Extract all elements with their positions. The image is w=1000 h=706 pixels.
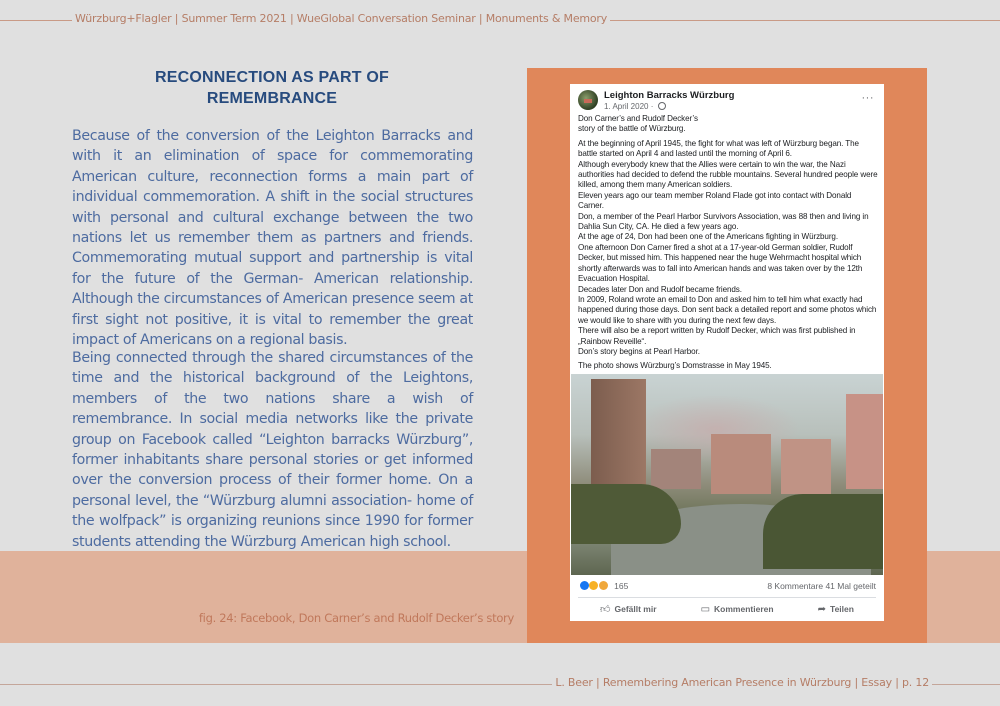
post-date-text: 1. April 2020 · — [604, 102, 654, 111]
photo-ruin — [651, 449, 701, 489]
wow-reaction-icon — [589, 581, 598, 590]
post-header — [578, 90, 876, 114]
more-options-button[interactable]: ··· — [861, 92, 874, 104]
comment-button[interactable] — [701, 604, 774, 615]
post-paragraph: Decades later Don and Rudolf became friends. — [578, 284, 742, 294]
post-photo[interactable] — [571, 374, 883, 575]
facebook-post — [570, 84, 884, 621]
share-button[interactable] — [818, 604, 854, 615]
figure-caption: fig. 24: Facebook, Don Carner’s and Rudolf Decker’s story — [198, 611, 514, 625]
photo-ruin — [846, 394, 883, 489]
post-actions — [578, 600, 876, 618]
reactions-summary[interactable] — [580, 581, 628, 591]
page-avatar[interactable] — [578, 90, 598, 110]
post-intro-line-1: Don Carner’s and Rudolf Decker’s — [578, 114, 698, 123]
post-paragraph: At the age of 24, Don had been one of the Americans fighting in Würzburg. — [578, 232, 838, 242]
post-paragraph: At the beginning of April 1945, the fight for what was left of Würzburg began. The battle started on April 4 and lasted until the morning of April 6. — [578, 138, 859, 159]
like-label: Gefällt mir — [614, 604, 657, 614]
share-arrow-icon: ➦ — [817, 603, 827, 615]
post-paragraph: Although everybody knew that the Allies were certain to win the war, the Nazi authorities had decided to defend the rubble mountains. Several hundred people were killed, among them many American soldiers. — [578, 159, 878, 190]
post-paragraph: Don, a member of the Pearl Harbor Survivors Association, was 88 then and living in Dahlia Sun City, CA. He died a few years ago. — [578, 211, 869, 232]
globe-icon — [658, 102, 666, 110]
actions-divider — [578, 597, 876, 598]
photo-caption: The photo shows Würzburg’s Domstrasse in May 1945. — [578, 361, 772, 371]
section-title-line-1: RECONNECTION AS PART OF — [155, 69, 389, 86]
post-text — [578, 114, 878, 372]
shares-count-link[interactable]: 41 Mal geteilt — [825, 581, 876, 591]
section-title-line-2: REMEMBRANCE — [206, 90, 338, 107]
post-paragraph: Eleven years ago our team member Roland Flade got into contact with Donald Carner. — [578, 190, 852, 211]
running-header: Würzburg+Flagler | Summer Term 2021 | WueGlobal Conversation Seminar | Monuments & Memory — [72, 12, 610, 25]
thumbs-up-icon: 👍︎ — [600, 604, 611, 615]
photo-rubble — [571, 484, 681, 544]
running-footer: L. Beer | Remembering American Presence in Würzburg | Essay | p. 12 — [552, 676, 932, 689]
photo-rubble — [763, 494, 883, 569]
like-button[interactable] — [600, 603, 657, 615]
reaction-count: 165 — [614, 581, 629, 591]
post-paragraph: In 2009, Roland wrote an email to Don and asked him to tell him what exactly had happened during those days. Don sent back a detailed report and some photos which we would like to share with you during the next few days. — [578, 294, 877, 325]
like-reaction-icon — [580, 581, 589, 590]
share-label: Teilen — [830, 604, 854, 614]
engagement-stats — [767, 581, 876, 591]
comment-bubble-icon: ▭ — [700, 603, 711, 615]
paragraph-1: Because of the conversion of the Leighton Barracks and with it an elimination of space for commemorating American culture, reconnection forms a main part of individual commemoration. A shift in the social structures with personal and cultural exchange between the two nations let us remember them as partners and friends. Commemorating mutual support and partnership is vital for the future of the German- American relationship. Although the circumstances of American presence seem at first sight not positive, it is vital to remember the great impact of Americans on a regional basis. — [72, 128, 473, 349]
post-date[interactable] — [604, 102, 666, 111]
page-name-link[interactable]: Leighton Barracks Würzburg — [604, 90, 735, 101]
photo-ruin — [781, 439, 831, 494]
post-paragraph: There will also be a report written by Rudolf Decker, which was first published in „Rainbow Reveille“. — [578, 326, 856, 346]
post-intro-line-2: story of the battle of Würzburg. — [578, 124, 686, 134]
post-paragraph: One afternoon Don Carner fired a shot at a 17-year-old German soldier, Rudolf Decker, but missed him. This happened near the huge Wehrmacht hospital which shortly afterwards was to fall into American hands and was taken over by the 12th Evacuation Hospital. — [578, 242, 863, 284]
paragraph-2: Being connected through the shared circumstances of the time and the historical background of the Leightons, members of the two nations share a wish of remembrance. In social media networks like the private group on Facebook called “Leighton barracks Würzburg”, former inhabitants share personal stories or get informed over the conversion process of their former home. On a personal level, the “Würzburg alumni association- home of the wolfpack” is organizing reunions since 1990 for former students attending the Würzburg American high school. — [72, 350, 473, 550]
post-paragraph: Don’s story begins at Pearl Harbor. — [578, 346, 700, 356]
photo-ruin — [711, 434, 771, 494]
section-title — [72, 67, 472, 109]
comment-label: Kommentieren — [714, 604, 774, 614]
comments-count-link[interactable]: 8 Kommentare — [767, 581, 824, 591]
sad-reaction-icon — [599, 581, 608, 590]
